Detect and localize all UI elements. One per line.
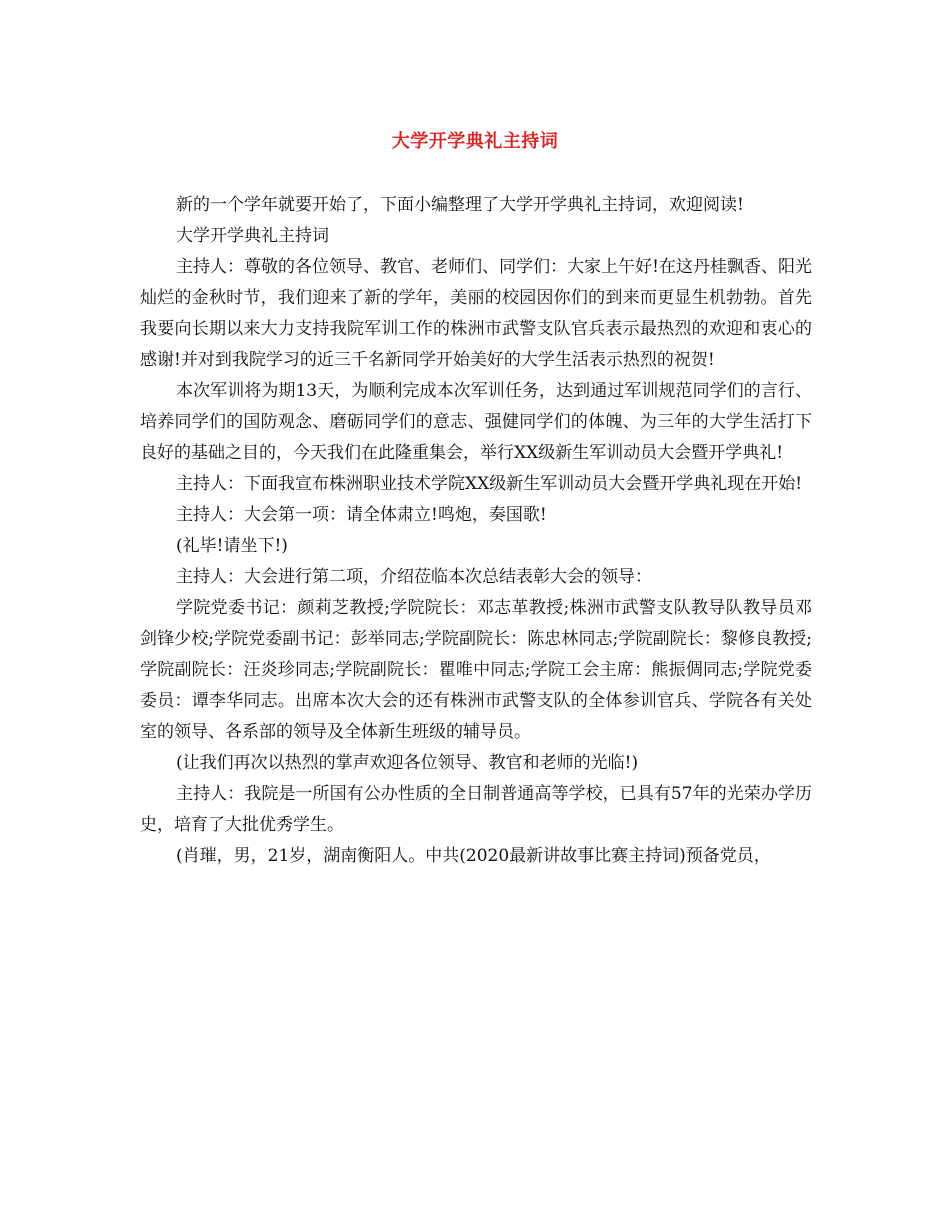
paragraph: (肖璀，男，21岁，湖南衡阳人。中共(2020最新讲故事比赛主持词)预备党员， (176, 846, 771, 866)
document-title: 大学开学典礼主持词 (391, 131, 559, 152)
paragraph: 本次军训将为期13天，为顺利完成本次军训任务，达到通过军训规范同学们的言行、培养同学们的国防观念、磨砺同学们的意志、强健同学们的体魄、为三年的大学生活打下良好的基础之目的，今天我们在此隆重集会，举行XX级新生军训动员大会暨开学典礼! (140, 381, 812, 463)
paragraph: 学院党委书记：颜莉芝教授;学院院长：邓志革教授;株洲市武警支队教导队教导员邓剑锋少校;学院党委副书记：彭举同志;学院副院长：陈忠林同志;学院副院长：黎修良教授;学院副院长：汪炎珍同志;学院副院长：瞿唯中同志;学院工会主席：熊振倜同志;学院党委委员：谭李华同志。出席本次大会的还有株洲市武警支队的全体参训官兵、学院各有关处室的领导、各系部的领导及全体新生班级的辅导员。 (140, 598, 812, 742)
paragraph: 新的一个学年就要开始了，下面小编整理了大学开学典礼主持词，欢迎阅读! (176, 195, 744, 215)
paragraph: 主持人：大会第一项：请全体肃立!鸣炮，奏国歌! (176, 505, 547, 525)
paragraph: 主持人：大会进行第二项，介绍莅临本次总结表彰大会的领导： (176, 567, 652, 587)
paragraph: 大学开学典礼主持词 (176, 226, 329, 246)
paragraph: 主持人：下面我宣布株洲职业技术学院XX级新生军训动员大会暨开学典礼现在开始! (176, 474, 803, 494)
document-body (140, 190, 812, 872)
paragraph: (让我们再次以热烈的掌声欢迎各位领导、教官和老师的光临!) (176, 753, 639, 773)
paragraph: (礼毕!请坐下!) (176, 536, 288, 556)
paragraph: 主持人：我院是一所国有公办性质的全日制普通高等学校，已具有57年的光荣办学历史，培育了大批优秀学生。 (140, 784, 812, 835)
paragraph: 主持人：尊敬的各位领导、教官、老师们、同学们：大家上午好!在这丹桂飘香、阳光灿烂的金秋时节，我们迎来了新的学年，美丽的校园因你们的到来而更显生机勃勃。首先我要向长期以来大力支持我院军训工作的株洲市武警支队官兵表示最热烈的欢迎和衷心的感谢!并对到我院学习的近三千名新同学开始美好的大学生活表示热烈的祝贺! (140, 257, 812, 370)
